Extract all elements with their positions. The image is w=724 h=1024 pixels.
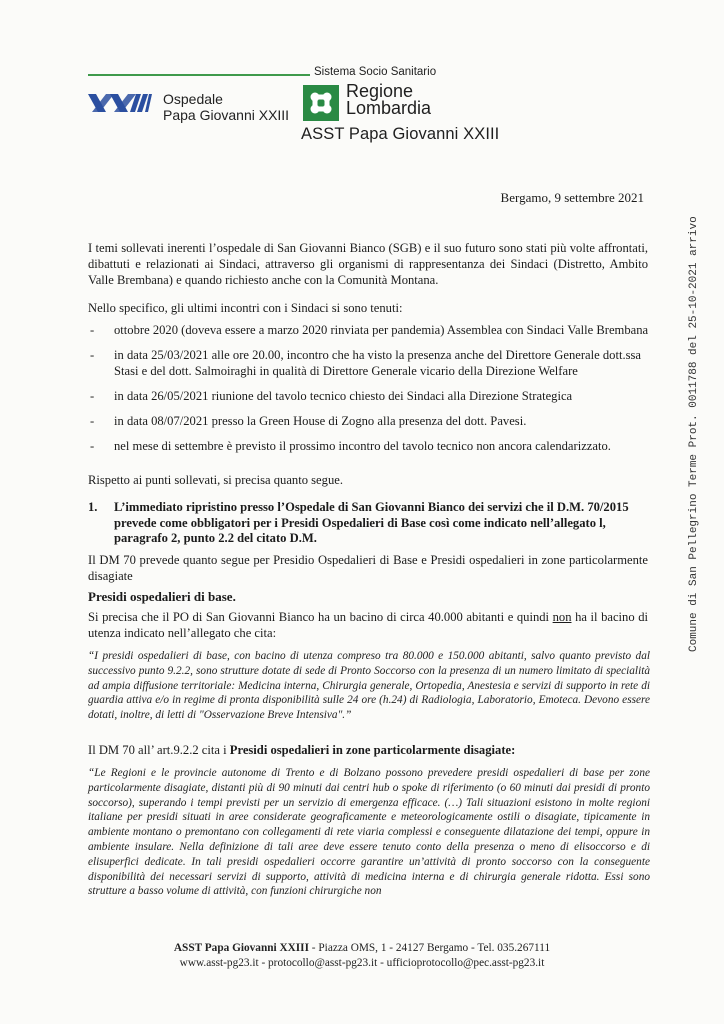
list-dash: - — [90, 389, 95, 403]
meetings-intro: Nello specifico, gli ultimi incontri con i Sindaci si sono tenuti: — [88, 301, 403, 315]
list-dash: - — [90, 348, 95, 362]
protocol-stamp — [688, 216, 704, 668]
letter-date: Bergamo, 9 settembre 2021 — [500, 190, 644, 205]
art-paragraph — [88, 742, 648, 758]
meetings-list — [88, 322, 650, 463]
list-item — [88, 388, 650, 404]
protocol-stamp-text: Comune di San Pellegrino Terme Prot. 0011788 del 25-10-2021 arrivo — [688, 216, 700, 652]
dm70-quote-base: “I presidi ospedalieri di base, con bacino di utenza compreso tra 80.000 e 150.000 abitanti, salvo quanto previsto dal successivo punto 9.2.2, sono strutture dotate di sede di Pronto Soccorso con la presenza di un numero limitato di specialità ad ampia diffusione territoriale: Medicina interna, Chirurgia generale, Ortopedia, Anestesia e servizi di supporto in rete di guardia attiva e/o in regime di pronta disponibilità sulle 24 ore (h.24) di Radiologia, Laboratorio, Emoteca. Devono essere dotati, inoltre, di letti di "Osservazione Breve Intensiva".” — [88, 650, 650, 722]
hospital-name-line1: Ospedale — [163, 91, 223, 107]
footer-line2: www.asst-pg23.it - protocollo@asst-pg23.it - ufficioprotocollo@pec.asst-pg23.it — [179, 957, 545, 969]
list-item-text: nel mese di settembre è previsto il prossimo incontro del tavolo tecnico non ancora calendarizzato. — [114, 439, 611, 453]
intro-paragraph: I temi sollevati inerenti l’ospedale di San Giovanni Bianco (SGB) e il suo futuro sono stati più volte affrontati, dibattuti e relazionati ai Sindaci, attraverso gli organismi di rappresentanza dei Sindaci (Distretto, Ambito Valle Brembana) e quando richiesto anche con la Comunità Montana. — [88, 241, 648, 288]
list-item-text: ottobre 2020 (doveva essere a marzo 2020 rinviata per pandemia) Assemblea con Sindaci Valle Brembana — [114, 323, 649, 337]
region-name — [346, 83, 431, 117]
list-dash: - — [90, 414, 95, 428]
list-item-text: in data 25/03/2021 alle ore 20.00, incontro che ha visto la presenza anche del Direttore Generale dott.ssa Stasi e del dott. Salmoiraghi in qualità di Direttore Generale vicario della Direzione Welfare — [114, 348, 642, 378]
list-item — [88, 322, 650, 338]
base-paragraph-underlined: non — [552, 610, 572, 624]
region-name-line2: Lombardia — [346, 98, 432, 118]
footer-org: ASST Papa Giovanni XXIII — [173, 942, 309, 954]
point-1-heading — [88, 500, 648, 547]
regione-lombardia-logo-icon — [303, 85, 339, 121]
list-item — [88, 438, 650, 454]
art-paragraph-bold: Presidi ospedalieri in zone particolarmente disagiate: — [229, 743, 516, 757]
dm70-quote-disadvantaged: “Le Regioni e le provincie autonome di Trento e di Bolzano possono prevedere presidi ospedalieri di base per zone particolarmente disagiate, distanti più di 90 minuti dai centri hub o spoke di riferimento (o 60 minuti dai presidi di pronto soccorso), superando i tempi previsti per un servizio di emergenza efficace. (…) Tali situazioni esistono in molte regioni italiane per presidi situati in aree considerate geograficamente e meteorologicamente ostili o disagiate, tipicamente in ambiente montano o premontano con collegamenti di rete viaria complessi e conseguente dilatazione dei tempi, oppure in ambiente insulare. Nella definizione di tali aree deve essere tenuto conto della presenza o meno di elisoccorso e di elisuperfici dedicate. In tali presidi ospedalieri occorre garantire un’attività di pronto soccorso con la conseguente disponibilità dei necessari servizi di supporto, attività di medicina interna e di chirurgia generale ridotta. Essi sono strutture a basso volume di attività, con funzioni chirurgiche non — [88, 767, 650, 898]
point-1-number: 1. — [88, 500, 98, 514]
system-label: Sistema Socio Sanitario — [314, 66, 437, 78]
list-item-text: in data 08/07/2021 presso la Green House di Zogno alla presenza del dott. Pavesi. — [114, 414, 527, 428]
footer-address: - Piazza OMS, 1 - 24127 Bergamo - Tel. 035.267111 — [308, 942, 551, 954]
list-item — [88, 413, 650, 429]
points-intro: Rispetto ai punti sollevati, si precisa quanto segue. — [88, 473, 343, 487]
xxiii-logo-icon — [86, 92, 152, 114]
list-item-text: in data 26/05/2021 riunione del tavolo tecnico chiesto dei Sindaci alla Direzione Strategica — [114, 389, 573, 403]
region-name-line1: Regione — [346, 81, 414, 101]
list-dash: - — [90, 439, 95, 453]
hospital-name — [163, 91, 289, 123]
base-paragraph-before: Si precisa che il PO di San Giovanni Bianco ha un bacino di circa 40.000 abitanti e quindi — [88, 610, 553, 624]
header-divider-line — [88, 74, 310, 76]
base-hospitals-heading: Presidi ospedalieri di base. — [88, 589, 236, 604]
dm70-paragraph: Il DM 70 prevede quanto segue per Presidio Ospedalieri di Base e Presidi ospedalieri in zone particolarmente disagiate — [88, 553, 648, 584]
letter-footer — [0, 941, 724, 971]
list-dash: - — [90, 323, 95, 337]
point-1-text: L’immediato ripristino presso l’Ospedale di San Giovanni Bianco dei servizi che il D.M. 70/2015 prevede come obbligatori per i Presidi Ospedalieri di Base così come indicato nell’allegato l, paragrafo 2, punto 2.2 del citato D.M. — [114, 500, 629, 545]
footer-line1 — [0, 941, 724, 956]
list-item — [88, 347, 650, 379]
hospital-name-line2: Papa Giovanni XXIII — [163, 107, 290, 123]
base-hospitals-paragraph — [88, 609, 648, 641]
art-paragraph-before: Il DM 70 all’ art.9.2.2 cita i — [88, 743, 230, 757]
base-paragraph-after: ha il bacino di utenza indicato nell’allegato che cita: — [88, 610, 649, 641]
asst-title: ASST Papa Giovanni XXIII — [301, 125, 500, 143]
